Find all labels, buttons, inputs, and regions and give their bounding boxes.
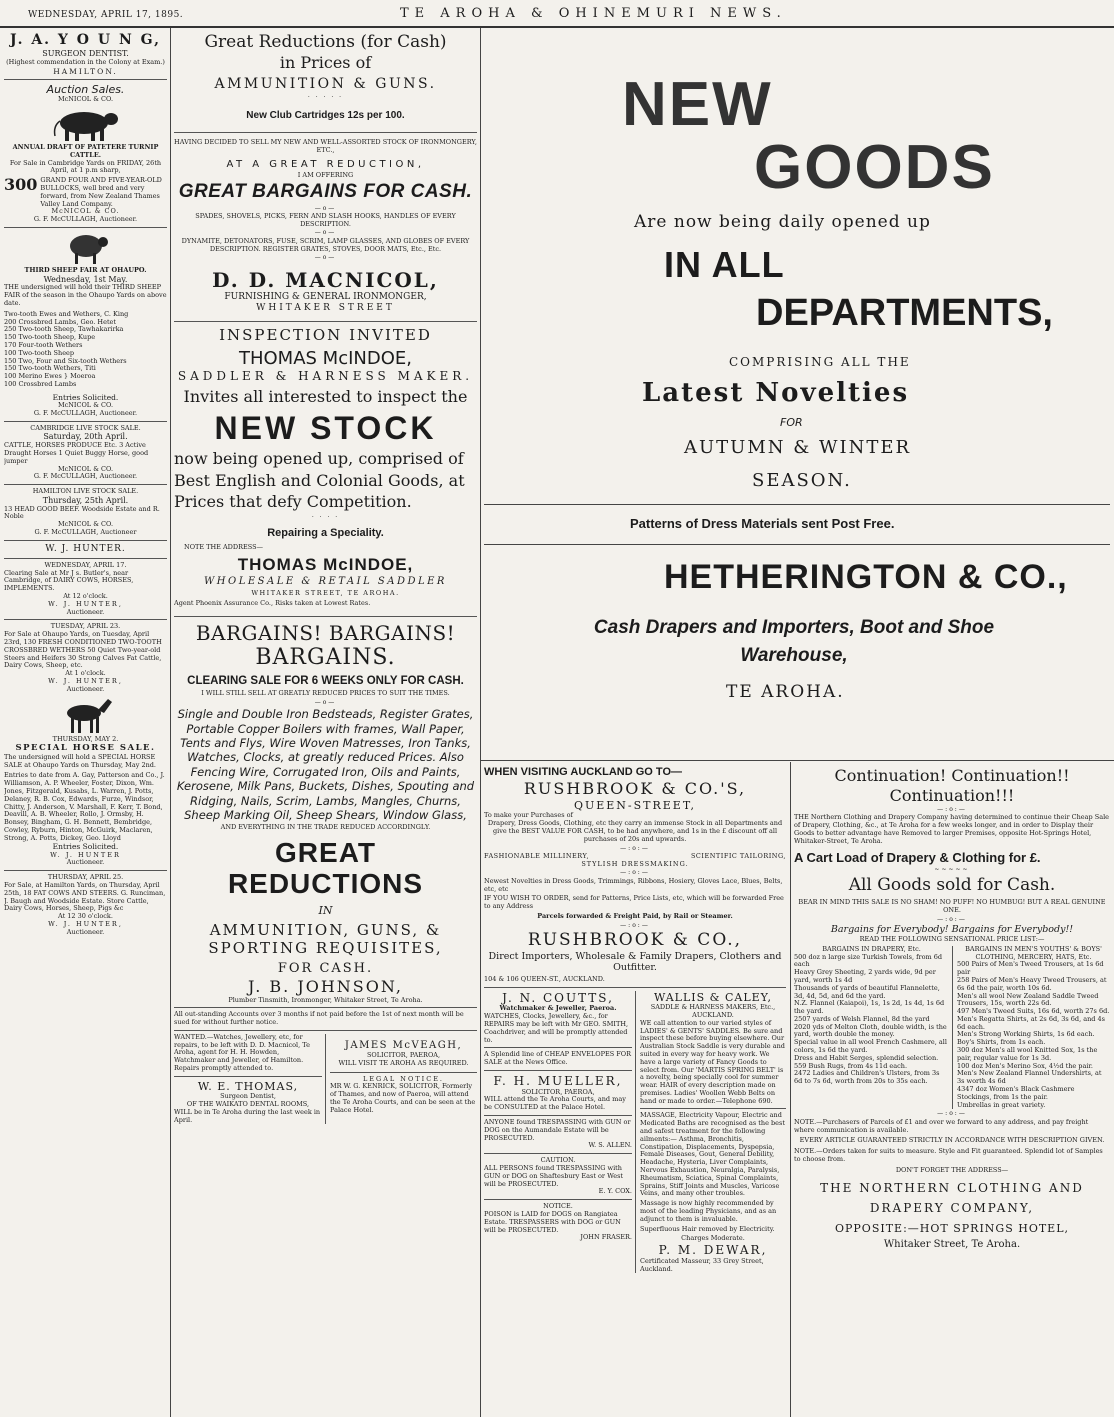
ad-text: WILL be in Te Aroha during the last week in April.	[174, 1107, 321, 1124]
auctioneer-firm: W. J. HUNTER,	[48, 920, 123, 928]
column-divider	[480, 28, 481, 1417]
list-item: Dress and Habit Serges, splendid selection.	[794, 1053, 939, 1062]
advertiser-name: F. H. MUELLER,	[493, 1073, 623, 1088]
auctioneer-firm: W. J. HUNTER,	[48, 676, 123, 685]
advertiser-name: THOMAS McINDOE,	[237, 555, 414, 575]
auctioneer-name: G. F. McCULLAGH, Auctioneer	[34, 528, 137, 537]
sale-entries-list: Entries to date from A. Gay, Patterson and Co., J. Williamson, A. P. Wheeler, Foster, Dixon, Wm. Jones, Fitzgerald, Kusabs, L. Warren, J. Potts, Delaney, R. B. Cox, Edwards, Furze, Windsor, Chitty, J. Anderson, V. Marshall, F. Kerr, T. Bond, Deavill, A. B. Wheeler, Rollo, J. Ormsby, H. Bonsey, Bingham, G. H. Bennett, Bembridge, Cowley, Ryburn, Hinton, McGuirk, Maclaren, Strong, A. Potts, Dickey, Geo. Lloyd	[4, 771, 165, 842]
ad-subheadline: Repairing a Speciality.	[267, 527, 384, 540]
sale-title: HAMILTON LIVE STOCK SALE.	[32, 487, 139, 496]
ad-text: MASSAGE, Electricity Vapour, Electric and Medicated Baths are recognised as the best and safest treatment for the following ailments:— Asthma, Bronchitis, Constipation, Displacements, Dyspepsia, Female Diseases, Gout, General Debility, Headache, Hysteria, Liver Complaints, Nervous Exhaustion, Neuralgia, Paralysis, Rheumatism, Sciatica, Spinal Complaints, Sprains, Stiff Joints and Muscles, Varicose Veins, and many other troubles.	[640, 1111, 785, 1198]
list-item: 497 Men's Tweed Suits, 16s 6d, worth 27s 6d.	[957, 1007, 1110, 1016]
list-item: Men's Regatta Shirts, at 2s 6d, 3s 6d, and 4s 6d each.	[957, 1014, 1105, 1031]
advertiser-role: Cash Drapers and Importers, Boot and Shoe Warehouse,	[593, 617, 995, 666]
advertiser-role: SADDLER & HARNESS MAKER.	[177, 369, 474, 384]
list-item: Two-tooth Ewes and Wethers, C. King	[4, 309, 129, 318]
advertiser-name: THOMAS McINDOE,	[238, 348, 412, 370]
dentist-town: HAMILTON.	[53, 66, 118, 76]
ad-text: Invites all interested to inspect the	[183, 387, 468, 407]
ad-department: STYLISH DRESSMAKING.	[581, 859, 689, 868]
sale-count: 300	[4, 175, 38, 195]
ad-text: A Splendid line of CHEAP ENVELOPES FOR SALE at the News Office.	[484, 1050, 632, 1067]
ad-headline: GREAT BARGAINS FOR CASH.	[178, 181, 473, 203]
list-item: 100 doz Men's Merino Sox, 4½d the pair.	[957, 1061, 1093, 1070]
auctioneer-firm: McNICOL & CO.	[51, 207, 120, 216]
ad-subheadline: AUTUMN & WINTER	[684, 437, 912, 458]
advertiser-role: FURNISHING & GENERAL IRONMONGER,	[224, 292, 427, 303]
ad-headline: CAUTION.	[540, 1156, 576, 1165]
sale-text: CATTLE, HORSES PRODUCE Etc. 3 Active Draught Horses 1 Quiet Buggy Horse, good jumper	[4, 441, 149, 465]
auctioneer-name: Auctioneer.	[66, 684, 105, 693]
ad-department: FASHIONABLE MILLINERY,	[484, 851, 590, 860]
list-item: Men's all wool New Zealand Saddle Tweed Trousers, 15s, worth 22s 6d.	[957, 991, 1099, 1008]
ad-subheadline: CLEARING SALE FOR 6 WEEKS ONLY FOR CASH.	[187, 675, 464, 688]
sale-text: Clearing Sale at Mr J s. Butler's, near Cambridge, of DAIRY COWS, HORSES, IMPLEMENTS.	[4, 568, 134, 593]
ad-headline: NOTICE.	[543, 1202, 573, 1211]
sale-description: GRAND FOUR AND FIVE-YEAR-OLD BULLOCKS, well bred and very forward, from New Zealand Thames Valley Land Company.	[40, 176, 162, 208]
list-item: 250 Two-tooth Sheep, Tawhakarirka	[4, 325, 124, 334]
ad-headline: Continuation! Continuation!!	[834, 766, 1070, 785]
signatory: W. S. ALLEN.	[588, 1141, 632, 1150]
ad-text: WILL VISIT TE AROHA AS REQUIRED.	[338, 1058, 469, 1067]
auctioneer-name: G. F. McCULLAGH, Auctioneer.	[33, 472, 138, 481]
ad-text: AND EVERYTHING IN THE TRADE REDUCED ACCORDINGLY.	[220, 823, 431, 832]
ad-headline: IN ALL	[664, 244, 785, 285]
advertiser-street: WHITAKER STREET	[256, 303, 395, 314]
ad-text: ANYONE found TRESPASSING with GUN or DOG on the Aumandale Estate will be PROSECUTED.	[484, 1117, 631, 1142]
ad-text: DON'T FORGET THE ADDRESS—	[895, 1165, 1009, 1174]
advertiser-name: J. N. COUTTS,	[502, 990, 614, 1005]
advertiser-name: W. E. THOMAS,	[197, 1079, 299, 1093]
ad-text: ALL PERSONS found TRESPASSING with GUN or DOG on Shaftesbury East or West will be PROSECUTED.	[484, 1163, 624, 1188]
sale-date: TUESDAY, APRIL 23.	[50, 622, 121, 631]
advertiser-street: TE AROHA.	[726, 682, 845, 702]
ad-block	[326, 1034, 477, 1125]
list-item: 150 Two-tooth Wethers, Titi	[4, 364, 96, 373]
sale-title: CAMBRIDGE LIVE STOCK SALE.	[30, 423, 141, 432]
list-item: 100 Merino Ewes } Moeroa	[4, 372, 96, 381]
auctioneer-firm: McNICOL & CO.	[57, 464, 114, 473]
advertiser-name: J. B. JOHNSON,	[248, 976, 403, 996]
list-item: 2507 yards of Welsh Flannel, 8d the yard	[794, 1014, 930, 1023]
auctioneer-name: Auctioneer.	[66, 927, 105, 936]
ad-text: COMPRISING ALL THE	[729, 355, 911, 369]
sale-text: The undersigned will hold a SPECIAL HORSE SALE at Ohaupo Yards on Thursday, May 2nd.	[4, 752, 156, 769]
advertiser-street: OF THE WAIKATO DENTAL ROOMS,	[186, 1100, 310, 1109]
list-item: 300 doz Men's all wool Knitted Sox, 1s the pair, regular value for 1s 3d.	[957, 1046, 1098, 1062]
ad-text: To make your Purchases of	[484, 811, 573, 820]
ad-text: HAVING DECIDED TO SELL MY NEW AND WELL-ASSORTED STOCK OF IRONMONGERY, ETC.,	[174, 137, 477, 154]
ad-headline: NEW STOCK	[214, 409, 437, 446]
ad-subheadline: Patterns of Dress Materials sent Post Free.	[630, 516, 895, 531]
newspaper-title: TE AROHA & OHINEMURI NEWS.	[400, 6, 787, 21]
drapery-price-list	[794, 946, 953, 1110]
list-item: Men's New Zealand Flannel Undershirts, at 3s worth 4s 6d	[957, 1069, 1102, 1086]
ad-text: SPADES, SHOVELS, PICKS, FERN AND SLASH HOOKS, HANDLES OF EVERY DESCRIPTION.	[195, 211, 456, 228]
auctioneer-firm: McNICOL & CO.	[57, 400, 114, 409]
column-divider	[790, 762, 791, 1417]
ad-headline: Continuation!!!	[889, 785, 1015, 805]
price-list-heading: BARGAINS IN MEN'S YOUTHS' & BOYS' CLOTHING, MERCERY, HATS, Etc.	[965, 944, 1102, 961]
ad-text: Drapery, Dress Goods, Clothing, etc they carry an immense Stock in all Departments and give the BEST VALUE FOR CASH, to be had anywhere, and 1s in the £ discount off all purchases of 20s and upwards.	[487, 819, 783, 843]
sale-date: Wednesday, 1st May.	[43, 274, 128, 284]
advertiser-role: SADDLE & HARNESS MAKERS, Etc.,	[650, 1003, 776, 1012]
clothing-price-list	[953, 946, 1110, 1110]
advertiser-role: Watchmaker & Jeweller, Paeroa.	[499, 1004, 617, 1013]
advertiser-name: D. D. MACNICOL,	[212, 267, 439, 292]
list-item: Heavy Grey Sheeting, 2 yards wide, 9d per yard, worth 1s 4d	[794, 968, 936, 984]
sale-date: Saturday, 20th April.	[43, 432, 128, 442]
list-item: 170 Four-tooth Wethers	[4, 341, 83, 350]
ad-text: Charges Moderate.	[681, 1234, 745, 1243]
ad-subheadline: SEASON.	[752, 470, 852, 491]
ad-department: SCIENTIFIC TAILORING,	[690, 851, 786, 860]
horse-illustration	[58, 696, 114, 734]
ad-block	[636, 991, 786, 1274]
sale-date: THURSDAY, APRIL 25.	[47, 873, 124, 882]
ad-text: NOTE THE ADDRESS—	[184, 542, 264, 551]
auctioneer-firm: W. J. HUNTER,	[48, 599, 123, 608]
ad-headline: NEW	[622, 70, 773, 139]
sale-date: WEDNESDAY, APRIL 17.	[44, 560, 127, 569]
ad-subheadline: FOR CASH.	[277, 961, 374, 977]
ad-subheadline: WHEN VISITING AUCKLAND GO TO—	[484, 766, 682, 778]
ad-text: now being opened up, comprised of Best English and Colonial Goods, at Prices that defy Competition.	[174, 449, 465, 512]
ad-headline: LEGAL NOTICE.	[362, 1074, 445, 1083]
sheep-list	[4, 311, 167, 389]
sale-text: For Sale in Cambridge Yards on FRIDAY, 26th April, at 1 p.m sharp,	[9, 158, 162, 175]
list-item: 2020 yds of Melton Cloth, double width, is the yard, worth double the money.	[794, 1022, 947, 1039]
cartridge-offer: New Club Cartridges 12s per 100.	[246, 109, 405, 121]
hetherington-ad	[484, 32, 1110, 756]
ad-headline: GOODS	[754, 133, 995, 202]
ad-text: Agent Phoenix Assurance Co., Risks taken at Lowest Rates.	[174, 599, 371, 608]
sale-text: 13 HEAD GOOD BEEF. Woodside Estate and R. Noble	[4, 504, 160, 521]
advertiser-role: Direct Importers, Wholesale & Family Drapers, Clothers and Outfitter.	[488, 950, 782, 974]
ad-text: IN	[318, 903, 333, 917]
auctioneer-firm: W. J. HUNTER	[50, 850, 121, 859]
list-item: 150 Two-tooth Sheep, Kupe	[4, 333, 96, 342]
list-item: 258 Pairs of Men's Heavy Tweed Trousers, at 6s 6d the pair, worth 10s 6d.	[957, 975, 1107, 992]
ad-text: WATCHES, Clocks, Jewellery, &c., for REPAIRS may be left with Mr GEO. SMITH, Coachdriver, and will be promptly attended to.	[484, 1012, 629, 1044]
ad-block	[484, 991, 636, 1274]
list-item: N.Z. Flannel (Kaiapoi), 1s, 1s 2d, 1s 4d, 1s 6d the yard.	[794, 999, 945, 1016]
signatory: JOHN FRASER.	[580, 1233, 632, 1242]
auckland-ads-column: WHEN VISITING AUCKLAND GO TO— RUSHBROOK & CO.'S, QUEEN-STREET, To make your Purchases of Drapery, Dress Goods, Clothing, etc they carry an immense Stock in all Departments and give the BEST VALUE FOR CASH, to be had anywhere, and 1s in the £ discount off all purchases of 20s and upwards. —:o:— FASHIONABLE MILLINERY, SCIENTIFIC TAILORING, STYLISH DRESSMAKING. —:o:— Newest Novelties in Dress Goods, Trimmings, Ribbons, Hosiery, Gloves Lace, Blues, Belts, etc, etc IF YOU WISH TO ORDER, send for Patterns, Price Lists, etc, which will be forwarded Free to any Address Parcels forwarded & Freight Paid, by Rail or Steamer. —:o:— RUSHBROOK & CO., Direct Importers, Wholesale & Family Drapers, Clothers and Outfitter. 104 & 106 QUEEN-ST., AUCKLAND. J. N. COUTTS, Watchmaker & Jeweller, Paeroa. WATCHES, Clocks, Jewellery, &c., for REPAIRS may be left with Mr GEO. SMITH, Coachdriver, and will be promptly attended to. A Splendid line of CHEAP ENVELOPES FOR SALE at the News Office. F. H. MUELLER, SOLICITOR, PAEROA, WILL attend the Te Aroha Courts, and may be CONSULTED at the Palace Hotel. ANYONE found TRESPASSING with GUN or DOG on the Aumandale Estate will be PROSECUTED. W. S. ALLEN. CAUTION. ALL PERSONS found TRESPASSING with GUN or DOG on Shaftesbury East or West will be PROSECUTED. E. Y. COX. NOTICE. POISON is LAID for DOGS on Rangiatea Estate. TRESPASSERS with DOG or GUN will be PROSECUTED. JOHN FRASER. WALLIS & CALEY, SADDLE & HARNESS MAKERS, Etc., AUCKLAND. WE call attention to our varied styles of LADIES' & GENTS' SADDLES. Be sure and inspect these before buying elsewhere. Our Australian Stock Saddle is very durable and suited in every way for heavy work. We have a large variety of Fancy Goods to select from. Our 'MARTIS SPRING BELT' is a novelty, being specially cool for summer wear. HAIR of every description made on premises. Ladies' Woollen Webb Belts on hand or made to order.—Telephone 690. MASSAGE, Electricity Vapour, Electric and Medicated Baths are recognised as the best and safest treatment for the following ailments:— Asthma, Bronchitis, Constipation, Displacements, Dyspepsia, Female Diseases, Gout, General Debility, Headache, Hysteria, Liver Complaints, Nervous Exhaustion, Neuralgia, Paralysis, Rheumatism, Sciatica, Spinal Complaints, Sprains, Stiff Joints and Muscles, Varicose Veins, and many other troubles. Massage is now highly recommended by most of the leading Physicians, and as an adjunct to them is invaluable. Superfluous Hair removed by Electricity. Charges Moderate. P. M. DEWAR, Certificated Masseur, 33 Grey Street, Auckland.	[484, 766, 786, 1273]
ad-subheadline: AT A GREAT REDUCTION,	[226, 159, 425, 171]
list-item: 100 Two-tooth Sheep	[4, 348, 75, 357]
ad-text: Superfluous Hair removed by Electricity.	[640, 1224, 775, 1233]
ad-text: NOTE.—Orders taken for suits to measure. Style and Fit guaranteed. Splendid lot of Samples to choose from.	[794, 1147, 1103, 1163]
advertiser-role: SOLICITOR, PAEROA,	[366, 1051, 441, 1060]
advertiser-name: HETHERINGTON & CO.,	[664, 558, 1068, 596]
ironmongery-column: Great Reductions (for Cash) in Prices of AMMUNITION & GUNS. · · · · · New Club Cartridges 12s per 100. HAVING DECIDED TO SELL MY NEW AND WELL-ASSORTED STOCK OF IRONMONGERY, ETC., AT A GREAT REDUCTION, I AM OFFERING GREAT BARGAINS FOR CASH. —o— SPADES, SHOVELS, PICKS, FERN AND SLASH HOOKS, HANDLES OF EVERY DESCRIPTION. —o— DYNAMITE, DETONATORS, FUSE, SCRIM, LAMP GLASSES, AND GLOBES OF EVERY DESCRIPTION. REGISTER GRATES, STOVES, DOOR MATS, Etc., Etc. —o— D. D. MACNICOL, FURNISHING & GENERAL IRONMONGER, WHITAKER STREET INSPECTION INVITED THOMAS McINDOE, SADDLER & HARNESS MAKER. Invites all interested to inspect the NEW STOCK now being opened up, comprised of Best English and Colonial Goods, at Prices that defy Competition. · · · · Repairing a Speciality. NOTE THE ADDRESS— THOMAS McINDOE, WHOLESALE & RETAIL SADDLER WHITAKER STREET, TE AROHA. Agent Phoenix Assurance Co., Risks taken at Lowest Rates. BARGAINS! BARGAINS! BARGAINS. CLEARING SALE FOR 6 WEEKS ONLY FOR CASH. I WILL STILL SELL AT GREATLY REDUCED PRICES TO SUIT THE TIMES. —o— Single and Double Iron Bedsteads, Register Grates, Portable Copper Boilers with frames, Wall Paper, Tents and Flys, Wire Woven Matresses, Iron Tanks, Watches, Clocks, at greatly reduced Prices. Also Fencing Wire, Corrugated Iron, Oils and Paints, Kerosene, Milk Pans, Buckets, Dishes, Spouting and Ridging, Nails, Scrim, Lambs, Mangles, Churns, Sheep Marking Oil, Sheep Shears, Window Glass, AND EVERYTHING IN THE TRADE REDUCED ACCORDINGLY. GREAT REDUCTIONS IN AMMUNITION, GUNS, & SPORTING REQUISITES, FOR CASH. J. B. JOHNSON, Plumber Tinsmith, Ironmonger, Whitaker Street, Te Aroha. All out-standing Accounts over 3 months if not paid before the 1st of next month will be sued for without further notice. WANTED.—Watches, Jewellery, etc, for repairs, to be left with D. D. Macnicol, Te Aroha, agent for H. H. Howden, Watchmaker and Jeweller, of Hamilton. Repairs promptly attended to. W. E. THOMAS, Surgeon Dentist, OF THE WAIKATO DENTAL ROOMS, WILL be in Te Aroha during the last week in April. JAMES McVEAGH, SOLICITOR, PAEROA, WILL VISIT TE AROHA AS REQUIRED. LEGAL NOTICE. MR W. G. KENRICK, SOLICITOR, Formerly of Thames, and now of Paeroa, will attend the Te Aroha Courts, and can be seen at the Palace Hotel.	[174, 32, 477, 1124]
ad-headline: INSPECTION INVITED	[219, 326, 432, 345]
ad-subheadline: Bargains for Everybody! Bargains for Everybody!!	[830, 924, 1074, 936]
auction-column	[4, 32, 167, 1415]
sale-text: THE undersigned will hold their THIRD SHEEP FAIR of the season in the Ohaupo Yards on above date.	[4, 283, 167, 308]
advertiser-name: THE NORTHERN CLOTHING AND	[820, 1180, 1084, 1195]
list-item: 500 Pairs of Men's Tweed Trousers, at 1s 6d pair	[957, 960, 1104, 977]
advertiser-street: Whitaker Street, Te Aroha.	[883, 1239, 1021, 1251]
advertiser-role: WHOLESALE & RETAIL SADDLER	[204, 576, 447, 588]
ad-headline: AMMUNITION, GUNS, & SPORTING REQUISITES,	[208, 921, 443, 958]
auctioneer-heading: W. J. HUNTER.	[45, 543, 126, 554]
advertiser-role: Plumber Tinsmith, Ironmonger, Whitaker Street, Te Aroha.	[228, 995, 423, 1004]
ad-text: MR W. G. KENRICK, SOLICITOR, Formerly of Thames, and now of Paeroa, will attend the Te Aroha Courts, and can be seen at the Palace Hotel.	[330, 1082, 476, 1114]
ad-headline: AMMUNITION & GUNS.	[214, 76, 437, 93]
price-list-heading: BARGAINS IN DRAPERY, Etc.	[822, 944, 921, 953]
ad-text: THE Northern Clothing and Drapery Company having determined to continue their Cheap Sale of Drapery, Clothing, &c., at Te Aroha for a few weeks longer, and in order to Display their Goods to better advantage have Removed to larger Premises, opposite Hot-Springs Hotel, Whitaker-Street, Te Aroha.	[794, 813, 1109, 845]
sale-date: Thursday, 25th April.	[42, 495, 129, 505]
ad-text: IF YOU WISH TO ORDER, send for Patterns, Price Lists, etc, which will be forwarded Free to any Address	[484, 894, 784, 911]
list-item: Umbrellas in great variety.	[957, 1100, 1046, 1109]
sale-time: At 12 30 o'clock.	[58, 912, 113, 921]
dentist-title: SURGEON DENTIST.	[42, 49, 129, 59]
auctioneer-name: Auctioneer.	[66, 858, 105, 867]
sale-title: THIRD SHEEP FAIR AT OHAUPO.	[24, 265, 147, 274]
list-item: 100 Crossbred Lambs	[4, 380, 77, 389]
dentist-name: J. A. Y O U N G,	[10, 32, 161, 48]
auctioneer-name: G. F. McCULLAGH, Auctioneer.	[33, 215, 138, 224]
list-item: 4347 doz Women's Black Cashmere Stockings, from 1s the pair.	[957, 1085, 1075, 1101]
ad-headline: BARGAINS.	[255, 645, 396, 671]
entries-solicited: Entries Solicited.	[52, 392, 119, 402]
advertiser-name: DRAPERY COMPANY,	[869, 1201, 1035, 1216]
advertiser-name: JAMES McVEAGH,	[344, 1039, 463, 1051]
entries-solicited: Entries Solicited.	[52, 842, 119, 852]
advertiser-name: WALLIS & CALEY,	[653, 990, 772, 1004]
issue-date: WEDNESDAY, APRIL 17, 1895.	[28, 10, 184, 20]
advertiser-role: SOLICITOR, PAEROA,	[521, 1087, 595, 1096]
ad-text: BEAR IN MIND THIS SALE IS NO SHAM! NO PUFF! NO HUMBUG! BUT A REAL GENUINE ONE.	[798, 898, 1106, 915]
advertiser-name: RUSHBROOK & CO.,	[527, 930, 743, 951]
advertiser-street: OPPOSITE:—HOT SPRINGS HOTEL,	[834, 1221, 1070, 1235]
bull-illustration	[51, 106, 121, 142]
ad-block	[174, 1034, 326, 1125]
auctioneer-name: G. F. McCULLAGH, Auctioneer.	[33, 408, 138, 417]
ad-text: WE call attention to our varied styles of LADIES' & GENTS' SADDLES. Be sure and inspect these before buying elsewhere. Our Australian Stock Saddle is very durable and suited in every way for heavy work. We have a large variety of Fancy Goods to select from. Our 'MARTIS SPRING BELT' is a novelty, being specially cool for summer wear. HAIR of every description made on premises. Ladies' Woollen Webb Belts on hand or made to order.—Telephone 690.	[640, 1018, 785, 1105]
northern-clothing-column: Continuation! Continuation!! Continuation!!! —:o:— THE Northern Clothing and Drapery Company having determined to continue their Cheap Sale of Drapery, Clothing, &c., at Te Aroha for a few weeks longer, and in order to Display their Goods to better advantage have Removed to larger Premises, opposite Hot-Springs Hotel, Whitaker-Street, Te Aroha. A Cart Load of Drapery & Clothing for £. ~~~~~ All Goods sold for Cash. BEAR IN MIND THIS SALE IS NO SHAM! NO PUFF! NO HUMBUG! BUT A REAL GENUINE ONE. —:o:— Bargains for Everybody! Bargains for Everybody!! READ THE FOLLOWING SENSATIONAL PRICE LIST:— BARGAINS IN DRAPERY, Etc. 500 doz n large size Turkish Towels, from 6d each Heavy Grey Sheeting, 2 yards wide, 9d per yard, worth 1s 4d Thousands of yards of beautiful Flannelette, 3d, 4d, 5d, and 6d the yard. N.Z. Flannel (Kaiapoi), 1s, 1s 2d, 1s 4d, 1s 6d the yard. 2507 yards of Welsh Flannel, 8d the yard 2020 yds of Melton Cloth, double width, is the yard, worth double the money. Special value in all wool French Cashmere, all colors, 1s 6d the yard. Dress and Habit Serges, splendid selection. 559 Bush Rugs, from 4s 11d each. 2472 Ladies and Children's Ulsters, from 3s 6d to 7s 6d, worth from 20s to 35s each. BARGAINS IN MEN'S YOUTHS' & BOYS' CLOTHING, MERCERY, HATS, Etc. 500 Pairs of Men's Tweed Trousers, at 1s 6d pair 258 Pairs of Men's Heavy Tweed Trousers, at 6s 6d the pair, worth 10s 6d. Men's all wool New Zealand Saddle Tweed Trousers, 15s, worth 22s 6d. 497 Men's Tweed Suits, 16s 6d, worth 27s 6d. Men's Regatta Shirts, at 2s 6d, 3s 6d, and 4s 6d each. Men's Strong Working Shirts, 1s 6d each. Boy's Shirts, from 1s each. 300 doz Men's all wool Knitted Sox, 1s the pair, regular value for 1s 3d. 100 doz Men's Merino Sox, 4½d the pair. Men's New Zealand Flannel Undershirts, at 3s worth 4s 6d 4347 doz Women's Black Cashmere Stockings, from 1s the pair. Umbrellas in great variety. —:o:— NOTE.—Purchasers of Parcels of £1 and over we forward to any address, and pay freight where communication is available. EVERY ARTICLE GUARANTEED STRICTLY IN ACCORDANCE WITH DESCRIPTION GIVEN. NOTE.—Orders taken for suits to measure. Style and Fit guaranteed. Splendid lot of Samples to choose from. DON'T FORGET THE ADDRESS— THE NORTHERN CLOTHING AND DRAPERY COMPANY, OPPOSITE:—HOT SPRINGS HOTEL, Whitaker Street, Te Aroha.	[794, 766, 1110, 1251]
list-item: Special value in all wool French Cashmere, all colors, 1s 6d the yard.	[794, 1038, 947, 1055]
list-item: 150 Two, Four and Six-tooth Wethers	[4, 356, 127, 365]
ad-text: FOR	[780, 416, 803, 429]
ad-text: All out-standing Accounts over 3 months if not paid before the 1st of next month will be sued for without further notice.	[174, 1010, 464, 1027]
column-divider	[170, 28, 171, 1417]
ad-text: Newest Novelties in Dress Goods, Trimmings, Ribbons, Hosiery, Gloves Lace, Blues, Belts, etc, etc	[484, 876, 783, 893]
ad-headline: BARGAINS! BARGAINS!	[195, 620, 456, 645]
advertiser-street: AUCKLAND.	[692, 1010, 734, 1019]
advertiser-name: P. M. DEWAR,	[658, 1243, 768, 1258]
section-divider	[480, 760, 1114, 761]
advertiser-street: WHITAKER STREET, TE AROHA.	[251, 589, 400, 598]
list-item: 2472 Ladies and Children's Ulsters, from 3s 6d to 7s 6d, worth from 20s to 35s each.	[794, 1069, 940, 1086]
masthead	[0, 0, 1114, 28]
sheep-illustration	[64, 231, 108, 265]
ad-item-list: Single and Double Iron Bedsteads, Register Grates, Portable Copper Boilers with frames, Wall Paper, Tents and Flys, Wire Woven Matresses, Iron Tanks, Watches, Clocks, at greatly reduced Prices. Also Fencing Wire, Corrugated Iron, Oils and Paints, Kerosene, Milk Pans, Buckets, Dishes, Spouting and Ridging, Nails, Scrim, Lambs, Mangles, Churns, Sheep Marking Oil, Sheep Shears, Window Glass,	[176, 707, 475, 822]
ad-text: Massage is now highly recommended by most of the leading Physicians, and as an adjunct to them is invaluable.	[640, 1199, 777, 1223]
ad-text: I WILL STILL SELL AT GREATLY REDUCED PRICES TO SUIT THE TIMES.	[201, 689, 450, 698]
list-item: Thousands of yards of beautiful Flannelette, 3d, 4d, 5d, and 6d the yard.	[794, 983, 940, 1000]
advertiser-street: Certificated Masseur, 33 Grey Street, Auckland.	[640, 1256, 764, 1273]
sale-text: For Sale at Ohaupo Yards, on Tuesday, April 23rd, 130 FRESH CONDITIONED TWO-TOOTH CROSSBRED WETHERS 50 Quiet Two-year-old Steers and Heifers 30 Strong Calves Fat Cattle, Dairy Cows, Sheep, etc.	[4, 630, 162, 670]
ad-text: Are now being daily opened up	[634, 212, 931, 232]
ad-text: NOTE.—Purchasers of Parcels of £1 and over we forward to any address, and pay freight where communication is available.	[794, 1117, 1089, 1134]
ad-headline: DEPARTMENTS,	[756, 292, 1053, 334]
signatory: E. Y. COX.	[598, 1187, 632, 1196]
ad-text: WANTED.—Watches, Jewellery, etc, for repairs, to be left with D. D. Macnicol, Te Aroha, agent for H. H. Howden, Watchmaker and Jeweller, of Hamilton. Repairs promptly attended to.	[174, 1032, 310, 1073]
ad-text: DYNAMITE, DETONATORS, FUSE, SCRIM, LAMP GLASSES, AND GLOBES OF EVERY DESCRIPTION. REGISTER GRATES, STOVES, DOOR MATS, Etc., Etc.	[181, 236, 470, 253]
ad-text: POISON is LAID for DOGS on Rangiatea Estate. TRESPASSERS with DOG or GUN will be PROSECUTED.	[484, 1209, 621, 1234]
ad-text: READ THE FOLLOWING SENSATIONAL PRICE LIST:—	[859, 934, 1045, 943]
auctioneer-firm: McNICOL & CO.	[57, 95, 114, 104]
ad-text: Parcels forwarded & Freight Paid, by Rail or Steamer.	[537, 911, 733, 920]
advertiser-street: 104 & 106 QUEEN-ST., AUCKLAND.	[484, 974, 605, 983]
list-item: 559 Bush Rugs, from 4s 11d each.	[794, 1061, 908, 1070]
ad-headline: All Goods sold for Cash.	[848, 874, 1056, 895]
sale-title: SPECIAL HORSE SALE.	[15, 743, 156, 754]
auctioneer-firm: McNICOL & CO.	[57, 520, 114, 529]
sale-time: At 12 o'clock.	[63, 592, 108, 600]
ad-headline: A Cart Load of Drapery & Clothing for £.	[794, 849, 1041, 865]
sale-text: For Sale, at Hamilton Yards, on Thursday, April 25th, 18 FAT COWS AND STEERS. G. Runciman, J. Baugh and Woodside Estate. Store Cattle, Dairy Cows, Horses, Sheep, Pigs &c	[4, 881, 166, 913]
sale-title: ANNUAL DRAFT OF PATETERE TURNIP CATTLE.	[12, 142, 159, 159]
list-item: 200 Crossbred Lambs, Geo. Hetet	[4, 317, 117, 326]
sale-date: THURSDAY, MAY 2.	[52, 734, 119, 743]
ad-text: WILL attend the Te Aroha Courts, and may be CONSULTED at the Palace Hotel.	[484, 1095, 626, 1112]
dentist-note: (Highest commendation in the Colony at Exam.)	[6, 57, 165, 66]
list-item: Boy's Shirts, from 1s each.	[957, 1038, 1046, 1047]
ad-headline: Latest Novelties	[642, 378, 910, 408]
list-item: Men's Strong Working Shirts, 1s 6d each.	[957, 1030, 1095, 1039]
ad-subheadline: in Prices of	[279, 52, 372, 72]
ad-headline: GREAT REDUCTIONS	[227, 837, 424, 899]
auctioneer-name: Auctioneer.	[66, 607, 105, 616]
sale-time: At 1 o'clock.	[65, 669, 106, 678]
ad-text: EVERY ARTICLE GUARANTEED STRICTLY IN ACCORDANCE WITH DESCRIPTION GIVEN.	[799, 1136, 1105, 1145]
advertiser-role: Surgeon Dentist,	[220, 1092, 276, 1101]
advertiser-street: QUEEN-STREET,	[573, 798, 697, 812]
ad-text: I AM OFFERING	[297, 170, 354, 179]
advertiser-name: RUSHBROOK & CO.'S,	[523, 779, 747, 799]
ad-headline: Great Reductions (for Cash)	[204, 32, 447, 52]
list-item: 500 doz n large size Turkish Towels, from 6d each	[794, 952, 943, 969]
auction-heading: Auction Sales.	[46, 82, 125, 96]
